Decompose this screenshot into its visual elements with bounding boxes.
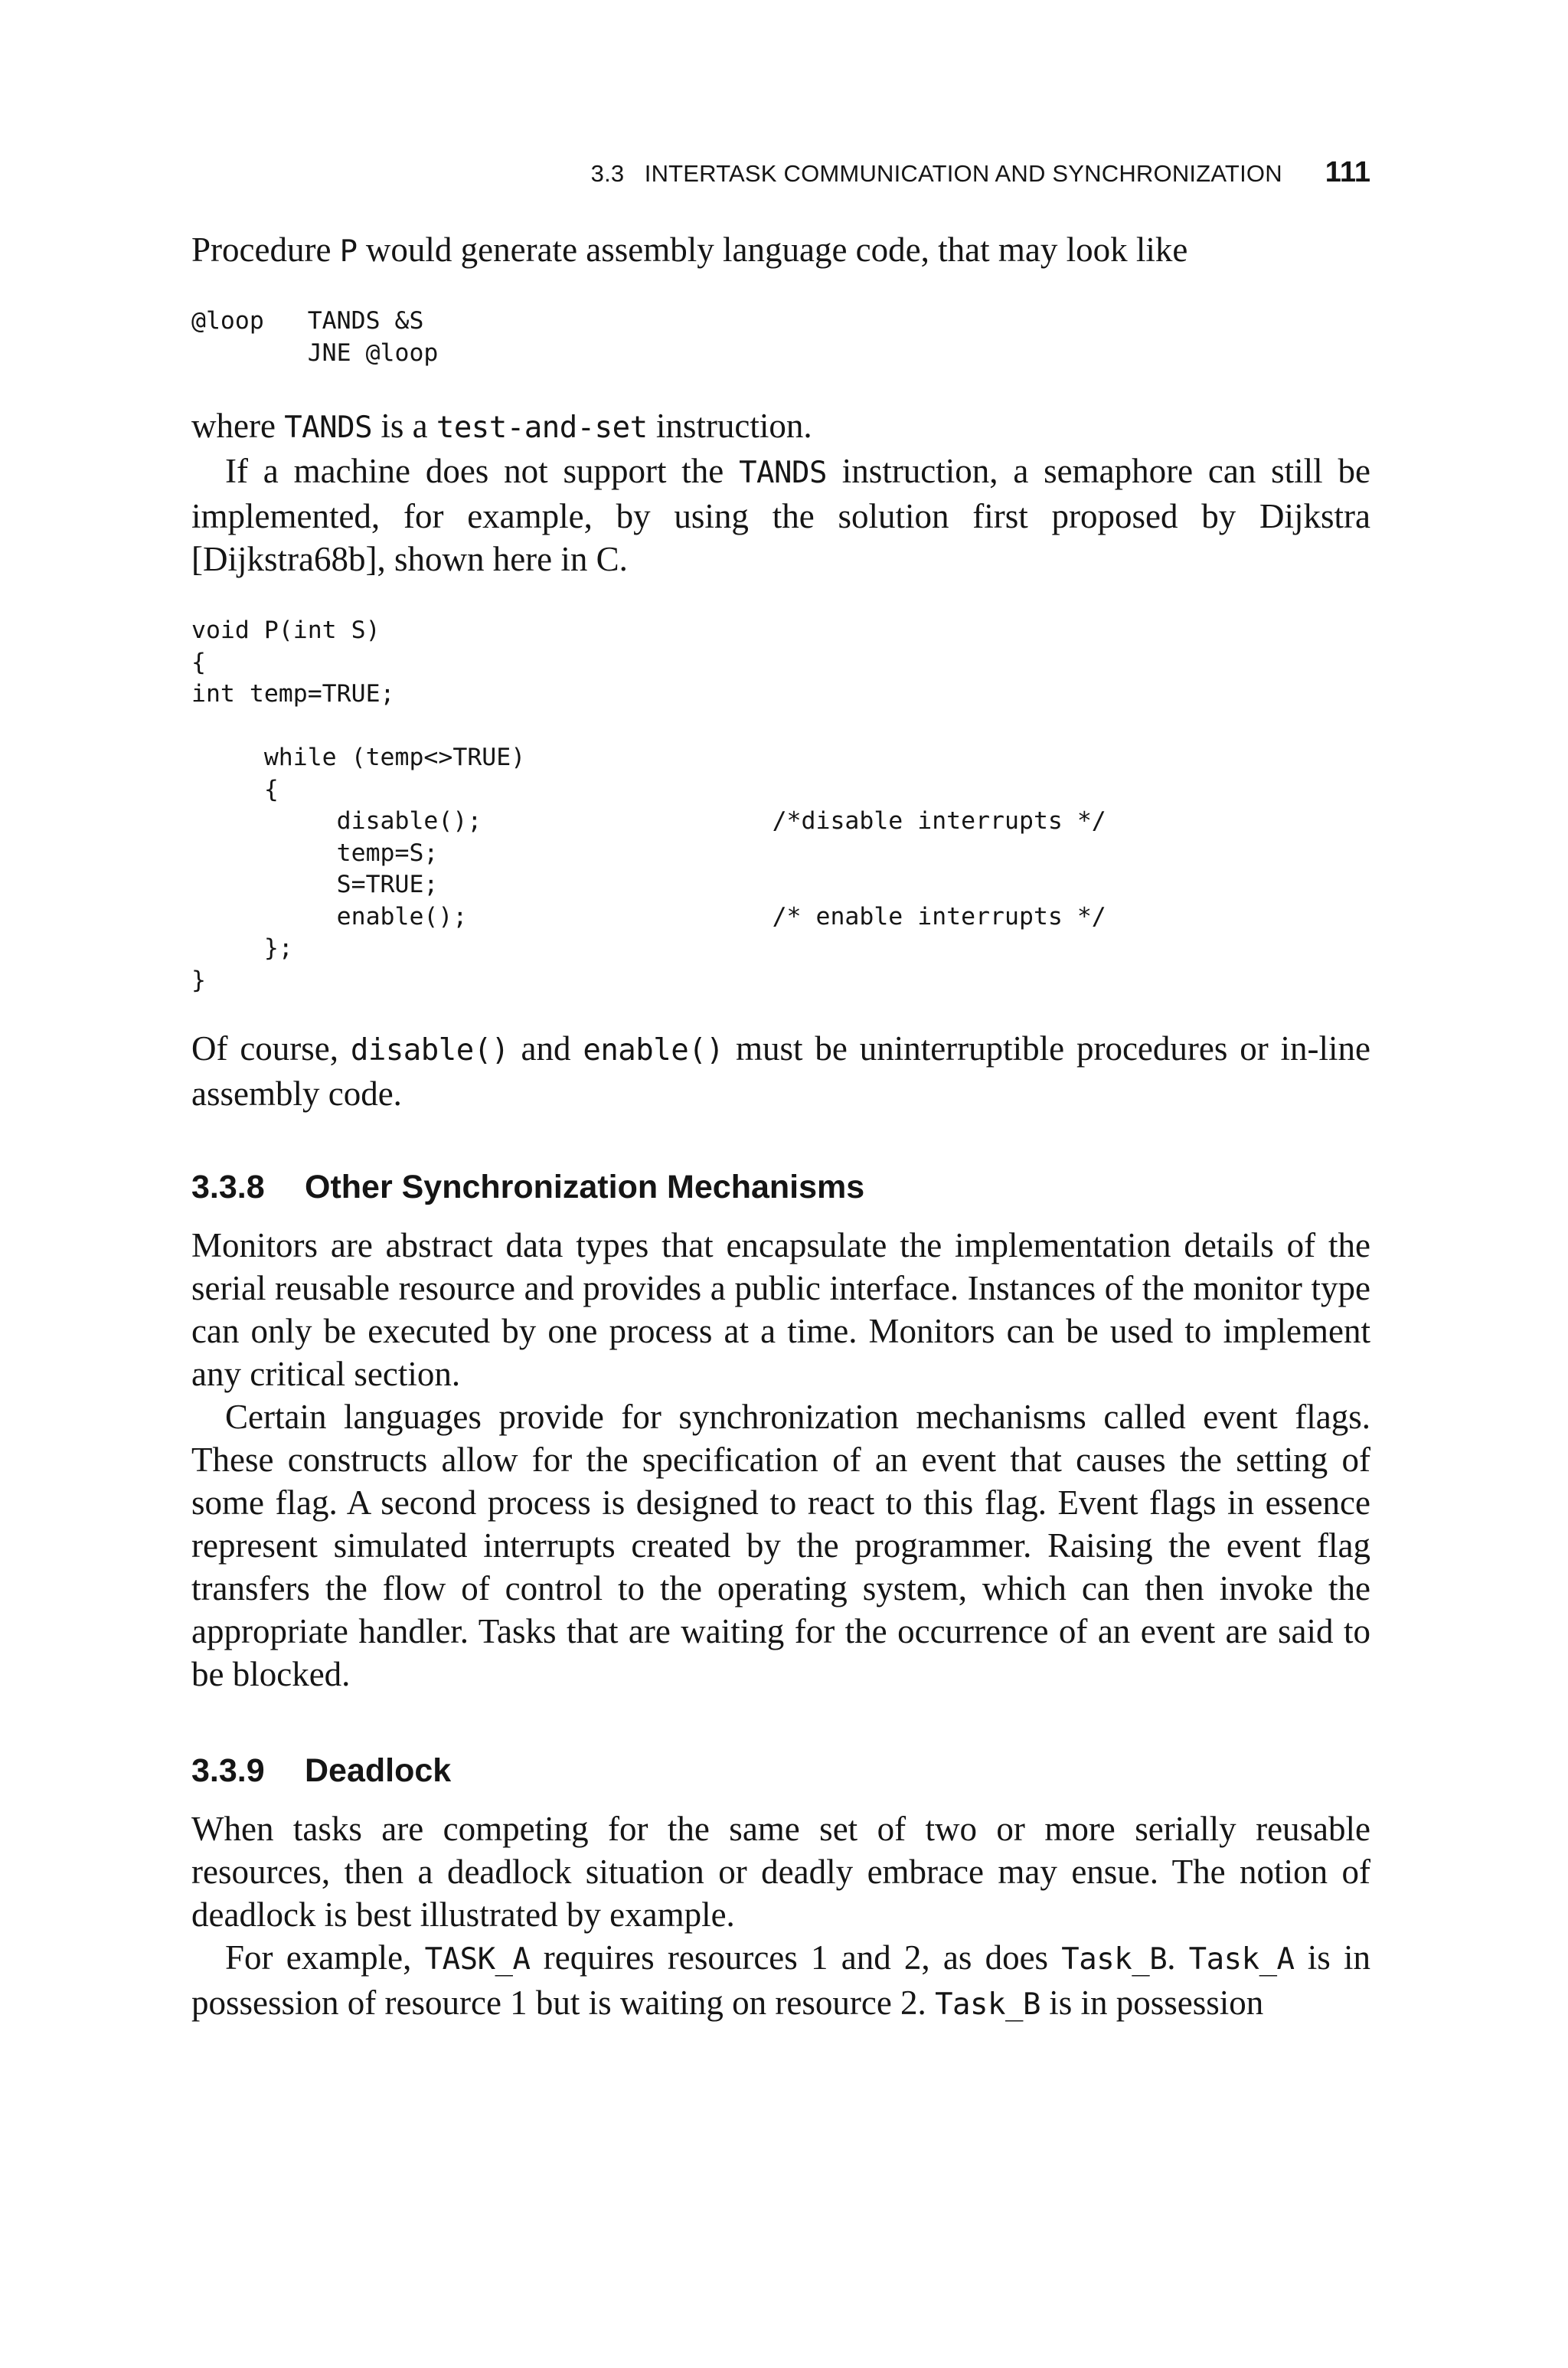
text-run: . [1167,1938,1189,1977]
text-run: requires resources 1 and 2, as does [530,1938,1062,1977]
text-run: is in possession [1040,1984,1264,2022]
running-head [191,156,1370,189]
text-run: For example, [225,1938,425,1977]
section-heading-3-3-9 [191,1749,1370,1792]
paragraph-event-flags: Certain languages provide for synchronization mechanisms called event flags. These constructs allow for the specification of an event that causes the setting of some flag. A second process is designed to react to this flag. Event flags in essence represent simulated interrupts created by the programmer. Raising the event flag transfers the flow of control to the operating system, which can then invoke the appropriate handler. Tasks that are waiting for the occurrence of an event are said to be blocked. [191,1398,1370,1693]
paragraph-uninterruptible [191,1027,1370,1115]
page-body [191,228,1370,2026]
inline-code: TASK_A [424,1942,531,1977]
text-run: Procedure [191,231,340,269]
text-run: is in possession of resource 1 but is waiting on resource 2. [191,1938,1370,2022]
spacer [191,369,1370,404]
text-run: instruction, a semaphore can still be implemented, for example, by using the solution first proposed by Dijkstra [Dijkstra68b], shown here in C. [191,452,1370,578]
text-run: instruction. [647,407,812,445]
inline-code: Task_A [1188,1942,1295,1977]
inline-code: TANDS [739,456,827,490]
text-run: is a [372,407,436,445]
inline-code: test-and-set [436,410,648,445]
paragraph-dijkstra [191,450,1370,581]
spacer [191,996,1370,1027]
code-block-c-semaphore: void P(int S) { int temp=TRUE; while (temp<>TRUE) { disable(); /*disable interrupts */ temp=S; S=TRUE; enable(); /* enable interrupts */ }; } [191,617,1106,994]
paragraph-procedure-p [191,228,1370,273]
text-run: would generate assembly language code, that may look like [357,231,1188,269]
inline-code: Task_B [935,1987,1040,2022]
text-run: If a machine does not support the [225,452,740,490]
inline-code: disable() [350,1033,509,1068]
inline-code: TANDS [284,410,373,445]
page-number: 111 [1325,156,1370,188]
spacer [191,1696,1370,1749]
inline-code: Task_B [1061,1942,1168,1977]
section-number: 3.3.8 [191,1169,265,1205]
spacer [191,1209,1370,1224]
running-head-title: 3.3 INTERTASK COMMUNICATION AND SYNCHRONIZATION [590,160,1282,187]
inline-code: enable() [583,1033,724,1068]
paragraph-tands [191,404,1370,450]
section-number: 3.3.9 [191,1752,265,1789]
code-block-assembly: @loop TANDS &S JNE @loop [191,307,439,367]
spacer [191,1792,1370,1807]
text-run: where [191,407,285,445]
section-heading-3-3-8 [191,1166,1370,1209]
spacer [191,1115,1370,1166]
spacer [191,581,1370,615]
text-run: must be uninterruptible procedures or in-line assembly code. [191,1029,1370,1113]
spacer [191,273,1370,306]
inline-code: P [339,234,358,269]
text-run: and [508,1029,583,1068]
section-title: Deadlock [305,1752,452,1789]
paragraph-deadlock-intro: When tasks are competing for the same set of two or more serially reusable resources, then a deadlock situation or deadly embrace may ensue. The notion of deadlock is best illustrated by example. [191,1810,1370,1934]
text-run: Of course, [191,1029,351,1068]
paragraph-deadlock-example [191,1936,1370,2026]
paragraph-monitors: Monitors are abstract data types that encapsulate the implementation details of the serial reusable resource and provides a public interface. Instances of the monitor type can only be executed by one process at a time. Monitors can be used to implement any critical section. [191,1226,1370,1393]
section-title: Other Synchronization Mechanisms [305,1169,865,1205]
